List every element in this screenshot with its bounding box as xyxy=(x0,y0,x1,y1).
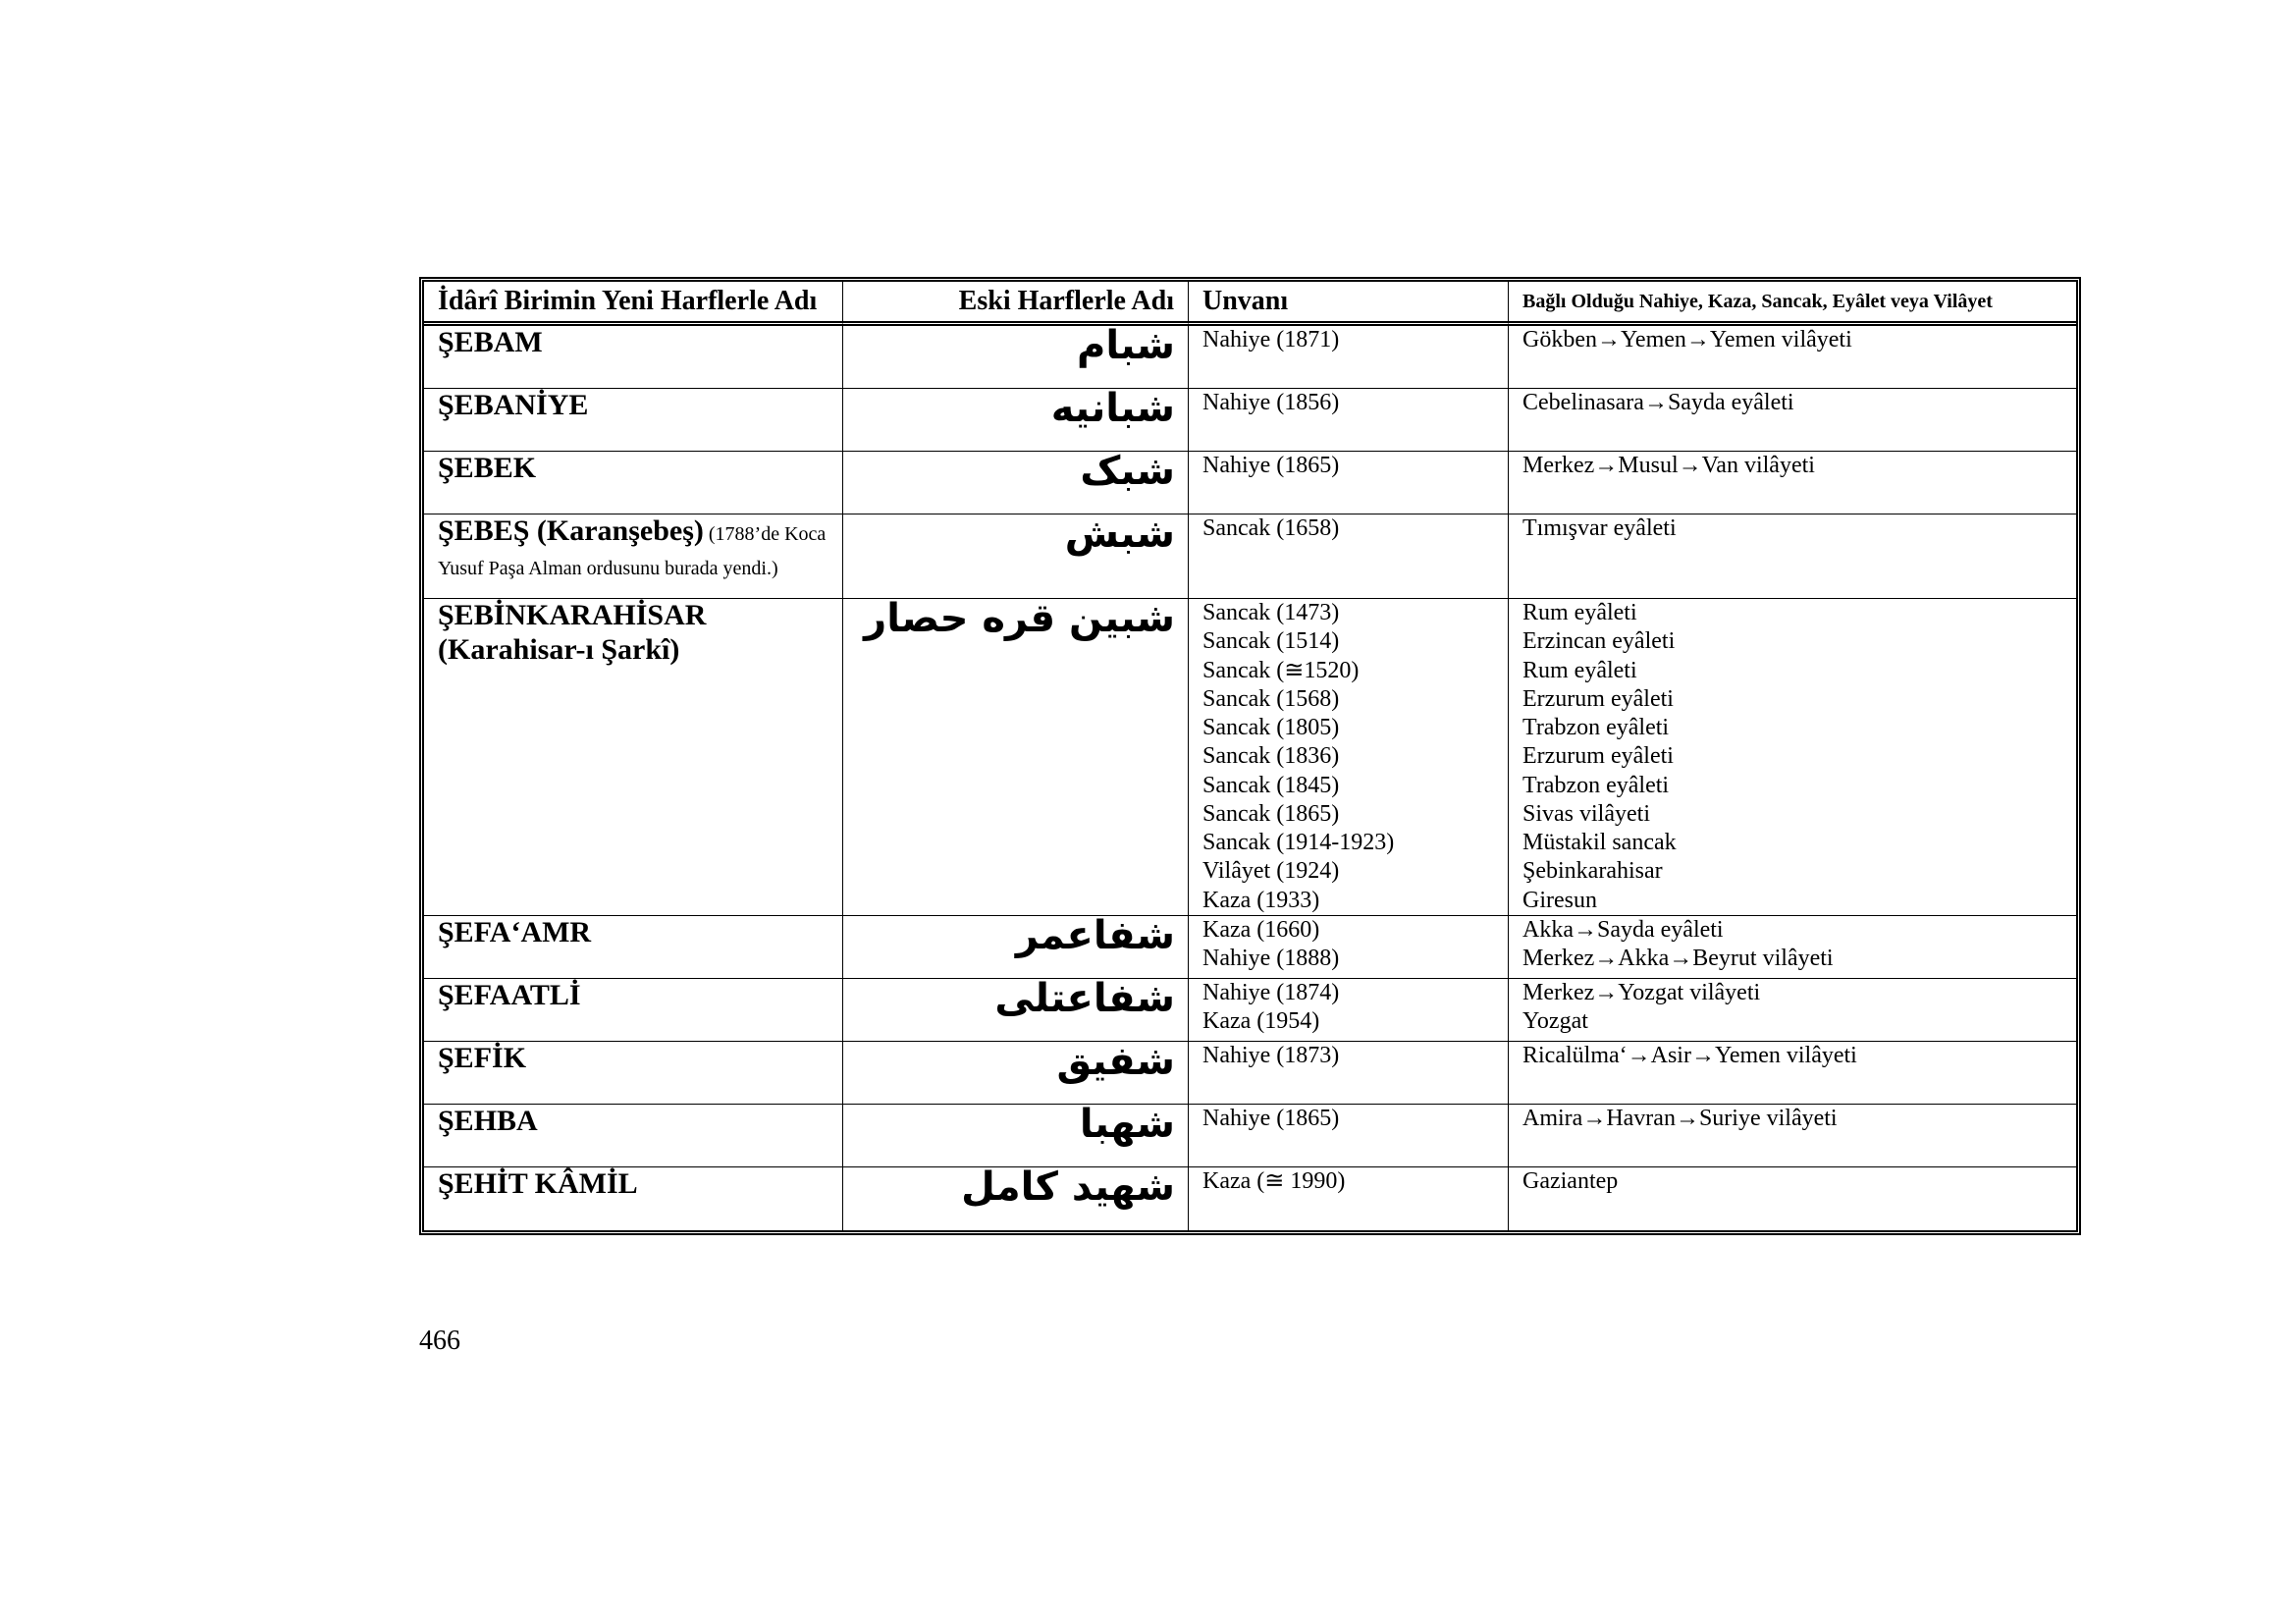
cell-old-script-name: شهيد كامل xyxy=(843,1167,1189,1230)
cell-old-script-name: شفيق xyxy=(843,1042,1189,1105)
settlement-name: ŞEFA‘AMR xyxy=(438,915,592,948)
settlement-name: ŞEBAM xyxy=(438,326,543,358)
header-affiliation: Bağlı Olduğu Nahiye, Kaza, Sancak, Eyâlet veya Vilâyet xyxy=(1509,282,2076,326)
title-entry: Sancak (≅1520) xyxy=(1202,657,1360,683)
cell-affiliation xyxy=(1509,979,2076,1042)
cell-title xyxy=(1189,326,1509,389)
cell-title xyxy=(1189,979,1509,1042)
cell-name xyxy=(424,1042,843,1105)
cell-affiliation xyxy=(1509,326,2076,389)
table-row xyxy=(424,389,2076,452)
affiliation-entry: Erzurum eyâleti xyxy=(1522,685,1674,712)
title-entry: Sancak (1514) xyxy=(1202,628,1340,655)
title-entry: Nahiye (1865) xyxy=(1202,1105,1340,1131)
affiliation-entry: Merkez→Yozgat vilâyeti xyxy=(1522,979,1761,1005)
table-row xyxy=(424,1105,2076,1167)
settlements-table xyxy=(419,277,2081,1235)
cell-affiliation xyxy=(1509,389,2076,452)
affiliation-entry: Erzurum eyâleti xyxy=(1522,743,1674,770)
cell-title xyxy=(1189,452,1509,514)
title-entry: Sancak (1658) xyxy=(1202,515,1340,541)
affiliation-entry: Rum eyâleti xyxy=(1522,657,1637,683)
affiliation-entry: Yozgat xyxy=(1522,1008,1588,1035)
title-entry: Sancak (1568) xyxy=(1202,685,1340,712)
cell-affiliation xyxy=(1509,1167,2076,1230)
affiliation-entry: Rum eyâleti xyxy=(1522,600,1637,625)
cell-title xyxy=(1189,514,1509,599)
cell-title xyxy=(1189,1042,1509,1105)
cell-old-script-name: شبين قره حصار xyxy=(843,599,1189,916)
title-entry: Sancak (1473) xyxy=(1202,600,1340,625)
header-title: Unvanı xyxy=(1189,282,1509,326)
affiliation-entry: Merkez→Akka→Beyrut vilâyeti xyxy=(1522,946,1834,972)
settlement-name: ŞEBEŞ (Karanşebeş) xyxy=(438,514,704,547)
table-row xyxy=(424,599,2076,916)
cell-old-script-name: شبک xyxy=(843,452,1189,514)
affiliation-entry: Ricalülma‘→Asir→Yemen vilâyeti xyxy=(1522,1042,1857,1068)
title-entry: Sancak (1845) xyxy=(1202,772,1340,798)
cell-old-script-name: شفاعمر xyxy=(843,916,1189,979)
title-entry: Nahiye (1865) xyxy=(1202,453,1340,478)
cell-title xyxy=(1189,1167,1509,1230)
cell-affiliation xyxy=(1509,452,2076,514)
affiliation-entry: Tımışvar eyâleti xyxy=(1522,515,1677,541)
header-old-script: Eski Harflerle Adı xyxy=(843,282,1189,326)
table-row xyxy=(424,979,2076,1042)
affiliation-entry: Merkez→Musul→Van vilâyeti xyxy=(1522,453,1815,478)
cell-name xyxy=(424,452,843,514)
title-entry: Nahiye (1874) xyxy=(1202,979,1340,1005)
affiliation-entry: Erzincan eyâleti xyxy=(1522,628,1676,655)
title-entry: Nahiye (1856) xyxy=(1202,390,1340,415)
table-header-row xyxy=(424,282,2076,326)
cell-old-script-name: شفاعتلى xyxy=(843,979,1189,1042)
cell-affiliation xyxy=(1509,599,2076,916)
title-entry: Nahiye (1888) xyxy=(1202,946,1340,972)
settlement-alt-name: (Karahisar-ı Şarkî) xyxy=(438,632,680,666)
affiliation-entry: Trabzon eyâleti xyxy=(1522,772,1670,798)
title-entry: Kaza (1954) xyxy=(1202,1008,1320,1035)
cell-title xyxy=(1189,916,1509,979)
title-entry: Sancak (1836) xyxy=(1202,743,1340,770)
cell-title xyxy=(1189,1105,1509,1167)
cell-old-script-name: شبانيه xyxy=(843,389,1189,452)
table-row xyxy=(424,1042,2076,1105)
title-entry: Sancak (1805) xyxy=(1202,715,1340,741)
cell-affiliation xyxy=(1509,1042,2076,1105)
affiliation-entry: Giresun xyxy=(1522,887,1597,913)
header-name: İdârî Birimin Yeni Harflerle Adı xyxy=(424,282,843,326)
settlement-name: ŞEFAATLİ xyxy=(438,978,581,1011)
title-entry: Sancak (1914-1923) xyxy=(1202,830,1395,856)
title-entry: Nahiye (1873) xyxy=(1202,1042,1340,1068)
affiliation-entry: Akka→Sayda eyâleti xyxy=(1522,916,1724,943)
page-number: 466 xyxy=(419,1326,460,1356)
title-entry: Kaza (≅ 1990) xyxy=(1202,1167,1346,1194)
affiliation-entry: Gaziantep xyxy=(1522,1167,1619,1194)
affiliation-entry: Sivas vilâyeti xyxy=(1522,800,1650,827)
cell-title xyxy=(1189,389,1509,452)
settlement-name: ŞEBİNKARAHİSAR xyxy=(438,599,707,631)
affiliation-entry: Müstakil sancak xyxy=(1522,830,1677,856)
settlement-name: ŞEBANİYE xyxy=(438,389,589,421)
table-row xyxy=(424,452,2076,514)
settlement-note: (1788’de Koca Yusuf Paşa Alman ordusunu burada yendi.) xyxy=(438,523,827,579)
title-entry: Kaza (1933) xyxy=(1202,887,1320,913)
cell-affiliation xyxy=(1509,1105,2076,1167)
settlement-name: ŞEHBA xyxy=(438,1104,538,1137)
title-entry: Nahiye (1871) xyxy=(1202,327,1340,352)
table-row xyxy=(424,326,2076,389)
cell-name xyxy=(424,326,843,389)
title-entry: Vilâyet (1924) xyxy=(1202,858,1340,885)
cell-name xyxy=(424,916,843,979)
cell-name xyxy=(424,389,843,452)
affiliation-entry: Amira→Havran→Suriye vilâyeti xyxy=(1522,1105,1838,1131)
cell-affiliation xyxy=(1509,514,2076,599)
cell-old-script-name: شهبا xyxy=(843,1105,1189,1167)
cell-name xyxy=(424,514,843,599)
cell-affiliation xyxy=(1509,916,2076,979)
cell-title xyxy=(1189,599,1509,916)
cell-name xyxy=(424,1167,843,1230)
cell-old-script-name: شبام xyxy=(843,326,1189,389)
table-row xyxy=(424,514,2076,599)
cell-name xyxy=(424,1105,843,1167)
title-entry: Sancak (1865) xyxy=(1202,800,1340,827)
cell-old-script-name: شبش xyxy=(843,514,1189,599)
cell-name xyxy=(424,599,843,916)
table-row xyxy=(424,916,2076,979)
settlement-name: ŞEFİK xyxy=(438,1041,527,1074)
table-row xyxy=(424,1167,2076,1230)
title-entry: Kaza (1660) xyxy=(1202,916,1320,943)
affiliation-entry: Şebinkarahisar xyxy=(1522,858,1663,885)
cell-name xyxy=(424,979,843,1042)
affiliation-entry: Trabzon eyâleti xyxy=(1522,715,1670,741)
settlement-name: ŞEHİT KÂMİL xyxy=(438,1166,638,1200)
settlement-name: ŞEBEK xyxy=(438,452,537,484)
table-body xyxy=(424,323,2076,1230)
affiliation-entry: Gökben→Yemen→Yemen vilâyeti xyxy=(1522,327,1852,352)
affiliation-entry: Cebelinasara→Sayda eyâleti xyxy=(1522,390,1794,415)
